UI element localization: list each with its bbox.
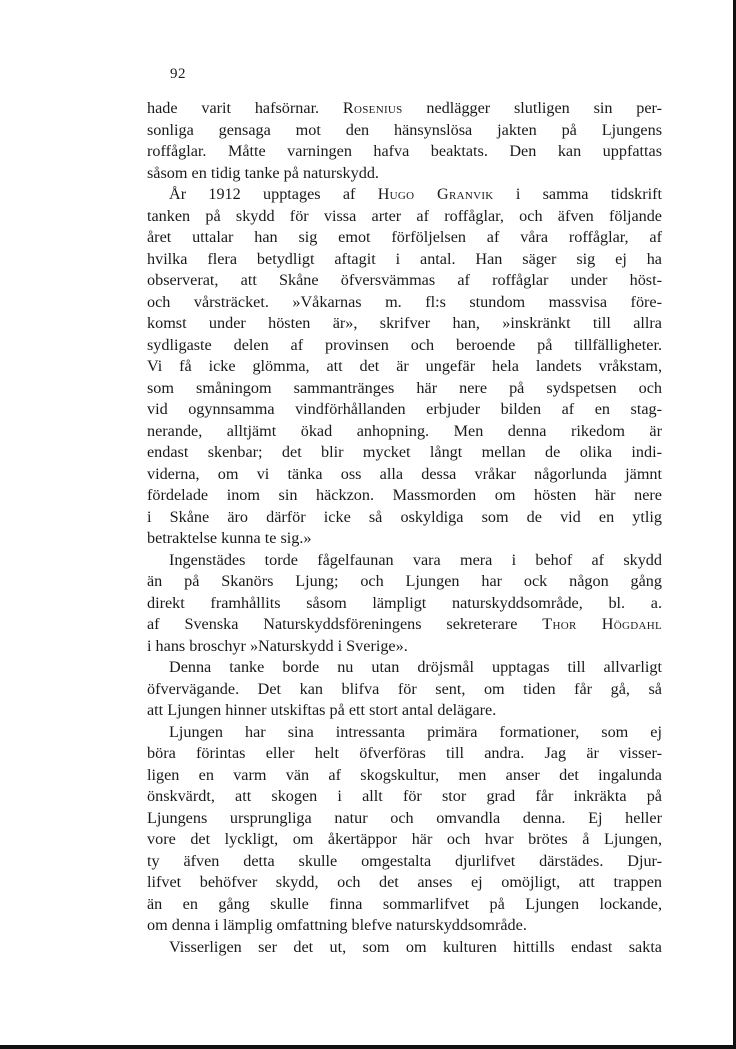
text-run: hvilka flera betydligt aftagit i antal. Han säger sig ej ha [147, 249, 662, 268]
text-run: Denna tanke borde nu utan dröjsmål upptagas till allvarligt [169, 658, 662, 676]
text-run: Ljungens ursprungliga natur och omvandla denna. Ej heller [147, 808, 662, 827]
text-run: betraktelse kunna te sig.» [147, 529, 312, 547]
text-line [147, 786, 662, 808]
text-run: hade varit hafsörnar. [147, 99, 343, 117]
text-line [147, 464, 662, 486]
text-run: Ljungen har sina intressanta primära formationer, som ej [169, 722, 662, 741]
text-run: tanken på skydd för vissa arter af roffåglar, och äfven följande [147, 206, 662, 225]
text-line [147, 593, 662, 615]
text-line [147, 550, 662, 572]
text-run: viderna, om vi tänka oss alla dessa vråkar någorlunda jämnt [147, 464, 662, 483]
text-line [147, 485, 662, 507]
text-line [147, 227, 662, 249]
text-run: lifvet behöfver skydd, och det anses ej omöjligt, att trappen [147, 873, 662, 891]
text-run: sydligaste delen af provinsen och beroende på tillfälligheter. [147, 335, 662, 354]
text-line [147, 722, 662, 744]
text-line [147, 808, 662, 830]
text-run: om denna i lämplig omfattning blefve naturskyddsområde. [147, 916, 527, 934]
text-line [147, 614, 662, 636]
text-line [147, 184, 662, 206]
text-line [147, 765, 662, 787]
name-small-caps: Thor Högdahl [542, 615, 663, 633]
text-run: önskvärdt, att skogen i allt för stor grad får inkräkta på [147, 787, 662, 805]
text-line [147, 98, 662, 120]
text-run: vid ogynnsamma vindförhållanden erbjuder bilden af en stag- [147, 400, 662, 418]
text-run: Visserligen ser det ut, som om kulturen hittills endast sakta [169, 937, 662, 956]
text-line [147, 851, 662, 873]
text-run: i hans broschyr »Naturskydd i Sverige». [147, 636, 408, 655]
text-run: än en gång skulle finna sommarlifvet på Ljungen lockande, [147, 894, 662, 913]
text-line [147, 571, 662, 593]
text-line [147, 679, 662, 701]
text-run: vore det lyckligt, om åkertäppor här och hvar brötes å Ljungen, [147, 830, 662, 848]
text-run: observerat, att Skåne öfversvämmas af roffåglar under höst- [147, 271, 662, 289]
name-small-caps: Hugo Granvik [377, 185, 494, 203]
text-run: att Ljungen hinner utskiftas på ett stort antal delägare. [147, 701, 497, 719]
text-line [147, 636, 662, 658]
text-line [147, 872, 662, 894]
text-line [147, 206, 662, 228]
text-line [147, 894, 662, 916]
text-line [147, 292, 662, 314]
text-run: sonliga gensaga mot den hänsynslösa jakten på Ljungens [147, 120, 662, 139]
text-line [147, 915, 662, 937]
text-line [147, 335, 662, 357]
text-line [147, 937, 662, 959]
text-line [147, 657, 662, 679]
text-line [147, 399, 662, 421]
text-line [147, 141, 662, 163]
text-run: som småningom sammantränges här nere på sydspetsen och [147, 378, 662, 397]
text-run: direkt framhållits såsom lämpligt naturskyddsområde, bl. a. [147, 593, 662, 612]
text-run: År 1912 upptages af [169, 185, 378, 203]
text-run: Vi få icke glömma, att det är ungefär hela landets vråkstam, [147, 357, 662, 375]
text-run: nerande, alltjämt ökad anhopning. Men denna rikedom är [147, 421, 662, 440]
text-run: öfvervägande. Det kan blifva för sent, om tiden får gå, så [147, 679, 662, 698]
text-run: nedlägger slutligen sin per- [402, 99, 662, 117]
text-line [147, 507, 662, 529]
page-number: 92 [170, 66, 186, 82]
text-run: ty äfven detta skulle omgestalta djurlifvet därstädes. Djur- [147, 851, 662, 870]
text-run: året uttalar han sig emot förföljelsen af våra roffåglar, af [147, 228, 662, 246]
text-run: och vårsträcket. »Våkarnas m. fl:s stundom massvisa före- [147, 292, 662, 311]
text-line [147, 270, 662, 292]
text-line [147, 700, 662, 722]
text-line [147, 249, 662, 271]
text-run: böra förintas eller helt öfverföras till andra. Jag är visser- [147, 744, 662, 762]
text-line [147, 163, 662, 185]
text-line [147, 421, 662, 443]
text-run: komst under hösten är», skrifver han, »inskränkt till allra [147, 314, 662, 332]
text-line [147, 528, 662, 550]
text-run: fördelade inom sin häckzon. Massmorden om hösten här nere [147, 486, 662, 504]
name-small-caps: Rosenius [342, 99, 403, 117]
text-line [147, 442, 662, 464]
text-run: i samma tidskrift [493, 185, 663, 203]
text-run: ligen en varm vän af skogskultur, men anser det ingalunda [147, 765, 662, 784]
text-line [147, 356, 662, 378]
text-line [147, 120, 662, 142]
text-run: i Skåne äro därför icke så oskyldiga som de vid en ytlig [147, 507, 662, 526]
text-run: endast skenbar; det blir mycket långt mellan de olika indi- [147, 443, 662, 461]
text-line [147, 743, 662, 765]
scan-edge-bottom [0, 1045, 736, 1049]
body-text [147, 98, 662, 958]
text-run: än på Skanörs Ljung; och Ljungen har ock någon gång [147, 572, 662, 590]
text-line [147, 829, 662, 851]
text-line [147, 378, 662, 400]
text-run: af Svenska Naturskyddsföreningens sekreterare [147, 615, 543, 633]
text-run: Ingenstädes torde fågelfaunan vara mera i behof af skydd [169, 550, 662, 569]
text-run: såsom en tidig tanke på naturskydd. [147, 163, 379, 182]
text-run: roffåglar. Måtte varningen hafva beaktats. Den kan uppfattas [147, 142, 662, 160]
text-line [147, 313, 662, 335]
